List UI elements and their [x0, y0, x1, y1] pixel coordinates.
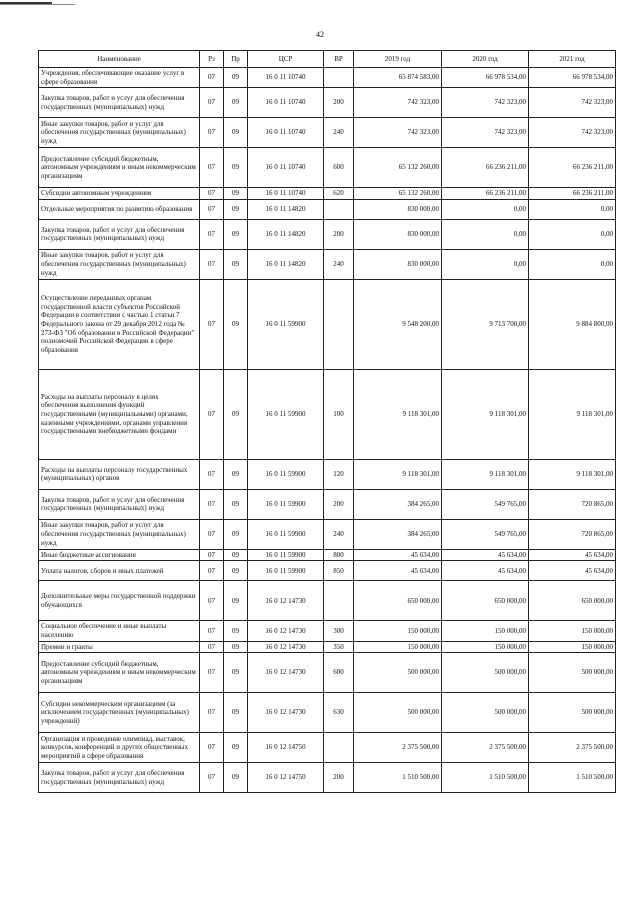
- cell-name: Иные закупки товаров, работ и услуг для обеспечения государственных (муниципальных) нужд: [39, 249, 200, 279]
- cell-y2021: 742 323,00: [529, 118, 616, 148]
- cell-name: Осуществление переданных органам государственной власти субъектов Российской Федерации в соответствии с частью 1 статьи 7 Федерального закона от 29 декабря 2012 года № 273-ФЗ "Об образовании в Российской Федерации" полномочий Российской Федерации в сфере образования: [39, 279, 200, 369]
- cell-rz: 07: [200, 68, 224, 88]
- table-row: [39, 118, 616, 148]
- table-row: [39, 68, 616, 88]
- cell-name: Организация и проведение олимпиад, выставок, конкурсов, конференций и других общественных мероприятий в сфере образования: [39, 733, 200, 763]
- budget-table: [38, 50, 616, 793]
- cell-y2021: 0,00: [529, 199, 616, 219]
- cell-y2019: 65 132 260,00: [354, 188, 442, 200]
- table-row: [39, 148, 616, 188]
- cell-y2019: 742 323,00: [354, 118, 442, 148]
- cell-name: Предоставление субсидий бюджетным, автономным учреждениям и иным некоммерческим организациям: [39, 653, 200, 693]
- cell-pr: 09: [224, 763, 248, 793]
- cell-pr: 09: [224, 88, 248, 118]
- cell-pr: 09: [224, 459, 248, 489]
- cell-rz: 07: [200, 581, 224, 621]
- cell-y2020: 9 713 700,00: [442, 279, 529, 369]
- cell-y2021: 742 323,00: [529, 88, 616, 118]
- cell-y2021: 45 634,00: [529, 549, 616, 561]
- cell-name: Дополнительные меры государственной поддержки обучающихся: [39, 581, 200, 621]
- cell-y2019: 9 118 301,00: [354, 459, 442, 489]
- cell-y2019: 1 510 500,00: [354, 763, 442, 793]
- cell-rz: 07: [200, 733, 224, 763]
- table-header-row: [39, 51, 616, 68]
- cell-csr: 16 0 12 14750: [248, 763, 324, 793]
- cell-vr: 350: [324, 641, 354, 653]
- cell-csr: 16 0 11 59900: [248, 369, 324, 459]
- cell-y2019: 650 000,00: [354, 581, 442, 621]
- cell-rz: 07: [200, 369, 224, 459]
- cell-name: Социальное обеспечение и иные выплаты населению: [39, 621, 200, 641]
- cell-vr: [324, 68, 354, 88]
- cell-name: Закупка товаров, работ и услуг для обеспечения государственных (муниципальных) нужд: [39, 763, 200, 793]
- cell-y2021: 500 000,00: [529, 653, 616, 693]
- cell-name: Субсидии автономным учреждениям: [39, 188, 200, 200]
- table-row: [39, 279, 616, 369]
- cell-csr: 16 0 11 10740: [248, 88, 324, 118]
- header-rz: Рз: [200, 51, 224, 68]
- cell-name: Расходы на выплаты персоналу государственных (муниципальных) органов: [39, 459, 200, 489]
- cell-y2020: 742 323,00: [442, 118, 529, 148]
- cell-y2021: 650 000,00: [529, 581, 616, 621]
- cell-rz: 07: [200, 763, 224, 793]
- cell-csr: 16 0 12 14730: [248, 653, 324, 693]
- cell-vr: 240: [324, 249, 354, 279]
- table-row: [39, 621, 616, 641]
- cell-csr: 16 0 11 59900: [248, 459, 324, 489]
- cell-y2021: 45 634,00: [529, 561, 616, 581]
- table-row: [39, 581, 616, 621]
- cell-y2019: 9 118 301,00: [354, 369, 442, 459]
- cell-name: Премии и гранты: [39, 641, 200, 653]
- cell-csr: 16 0 12 14730: [248, 641, 324, 653]
- table-row: [39, 549, 616, 561]
- cell-pr: 09: [224, 219, 248, 249]
- cell-vr: 300: [324, 621, 354, 641]
- page-number: 42: [316, 30, 324, 39]
- cell-name: Иные закупки товаров, работ и услуг для обеспечения государственных (муниципальных) нужд: [39, 519, 200, 549]
- cell-y2020: 500 000,00: [442, 693, 529, 733]
- cell-y2020: 45 634,00: [442, 561, 529, 581]
- cell-csr: 16 0 11 59900: [248, 549, 324, 561]
- cell-pr: 09: [224, 653, 248, 693]
- cell-y2020: 549 765,00: [442, 489, 529, 519]
- cell-rz: 07: [200, 188, 224, 200]
- cell-y2021: 2 375 500,00: [529, 733, 616, 763]
- cell-pr: 09: [224, 489, 248, 519]
- cell-pr: 09: [224, 549, 248, 561]
- cell-y2020: 0,00: [442, 249, 529, 279]
- header-pr: Пр: [224, 51, 248, 68]
- cell-csr: 16 0 11 14820: [248, 249, 324, 279]
- header-vr: ВР: [324, 51, 354, 68]
- cell-csr: 16 0 12 14730: [248, 693, 324, 733]
- cell-y2019: 65 874 583,00: [354, 68, 442, 88]
- cell-y2020: 0,00: [442, 219, 529, 249]
- cell-name: Уплата налогов, сборов и иных платежей: [39, 561, 200, 581]
- cell-y2020: 650 000,00: [442, 581, 529, 621]
- cell-y2020: 9 118 301,00: [442, 369, 529, 459]
- cell-rz: 07: [200, 653, 224, 693]
- cell-pr: 09: [224, 68, 248, 88]
- cell-y2021: 150 000,00: [529, 621, 616, 641]
- cell-rz: 07: [200, 148, 224, 188]
- cell-rz: 07: [200, 549, 224, 561]
- table-row: [39, 733, 616, 763]
- header-csr: ЦСР: [248, 51, 324, 68]
- cell-vr: 600: [324, 148, 354, 188]
- cell-y2019: 150 000,00: [354, 641, 442, 653]
- cell-csr: 16 0 11 59900: [248, 279, 324, 369]
- table-row: [39, 199, 616, 219]
- cell-rz: 07: [200, 459, 224, 489]
- cell-y2020: 742 323,00: [442, 88, 529, 118]
- cell-vr: 630: [324, 693, 354, 733]
- cell-name: Закупка товаров, работ и услуг для обеспечения государственных (муниципальных) нужд: [39, 219, 200, 249]
- table-row: [39, 641, 616, 653]
- cell-vr: 600: [324, 653, 354, 693]
- cell-y2019: 45 634,00: [354, 561, 442, 581]
- cell-vr: 800: [324, 549, 354, 561]
- cell-vr: [324, 733, 354, 763]
- table-row: [39, 188, 616, 200]
- table-row: [39, 249, 616, 279]
- cell-y2020: 549 765,00: [442, 519, 529, 549]
- table-row: [39, 653, 616, 693]
- cell-vr: 240: [324, 118, 354, 148]
- table-row: [39, 369, 616, 459]
- cell-y2020: 500 000,00: [442, 653, 529, 693]
- cell-pr: 09: [224, 188, 248, 200]
- cell-pr: 09: [224, 148, 248, 188]
- table-body: [39, 68, 616, 793]
- cell-name: Отдельные мероприятия по развитию образования: [39, 199, 200, 219]
- header-2020: 2020 год: [442, 51, 529, 68]
- cell-y2019: 9 548 200,00: [354, 279, 442, 369]
- cell-csr: 16 0 12 14750: [248, 733, 324, 763]
- cell-name: Учреждения, обеспечивающие оказание услуг в сфере образования: [39, 68, 200, 88]
- cell-rz: 07: [200, 561, 224, 581]
- cell-rz: 07: [200, 621, 224, 641]
- cell-vr: 850: [324, 561, 354, 581]
- cell-y2019: 500 000,00: [354, 653, 442, 693]
- cell-vr: 100: [324, 369, 354, 459]
- cell-name: Расходы на выплаты персоналу в целях обеспечения выполнения функций государственными (муниципальными) органами, казенными учреждениями, органами управления государственными внебюджетными фондами: [39, 369, 200, 459]
- cell-rz: 07: [200, 88, 224, 118]
- table-row: [39, 88, 616, 118]
- cell-vr: [324, 279, 354, 369]
- cell-y2019: 830 000,00: [354, 249, 442, 279]
- cell-name: Иные закупки товаров, работ и услуг для обеспечения государственных (муниципальных) нужд: [39, 118, 200, 148]
- cell-y2020: 2 375 500,00: [442, 733, 529, 763]
- cell-rz: 07: [200, 693, 224, 733]
- cell-rz: 07: [200, 279, 224, 369]
- cell-y2019: 830 000,00: [354, 219, 442, 249]
- cell-y2019: 65 132 260,00: [354, 148, 442, 188]
- cell-pr: 09: [224, 693, 248, 733]
- cell-y2021: 66 236 211,00: [529, 148, 616, 188]
- header-name: Наименование: [39, 51, 200, 68]
- cell-name: Закупка товаров, работ и услуг для обеспечения государственных (муниципальных) нужд: [39, 88, 200, 118]
- cell-y2019: 500 000,00: [354, 693, 442, 733]
- cell-y2021: 9 118 301,00: [529, 459, 616, 489]
- cell-y2020: 66 236 211,00: [442, 148, 529, 188]
- table-row: [39, 489, 616, 519]
- cell-y2021: 150 000,00: [529, 641, 616, 653]
- cell-y2020: 45 634,00: [442, 549, 529, 561]
- cell-y2021: 0,00: [529, 249, 616, 279]
- cell-y2019: 150 000,00: [354, 621, 442, 641]
- cell-pr: 09: [224, 641, 248, 653]
- cell-vr: 200: [324, 489, 354, 519]
- cell-csr: 16 0 11 59900: [248, 561, 324, 581]
- cell-vr: 240: [324, 519, 354, 549]
- cell-y2020: 66 236 211,00: [442, 188, 529, 200]
- cell-csr: 16 0 11 59900: [248, 519, 324, 549]
- cell-vr: 200: [324, 219, 354, 249]
- cell-y2020: 66 978 534,00: [442, 68, 529, 88]
- cell-csr: 16 0 11 10740: [248, 118, 324, 148]
- cell-pr: 09: [224, 733, 248, 763]
- cell-vr: 200: [324, 88, 354, 118]
- cell-csr: 16 0 11 10740: [248, 68, 324, 88]
- cell-csr: 16 0 12 14730: [248, 581, 324, 621]
- cell-pr: 09: [224, 621, 248, 641]
- table-row: [39, 519, 616, 549]
- cell-vr: 620: [324, 188, 354, 200]
- cell-pr: 09: [224, 369, 248, 459]
- cell-pr: 09: [224, 279, 248, 369]
- cell-name: Субсидии некоммерческим организациям (за исключением государственных (муниципальных) учреждений): [39, 693, 200, 733]
- cell-name: Закупка товаров, работ и услуг для обеспечения государственных (муниципальных) нужд: [39, 489, 200, 519]
- table-row: [39, 693, 616, 733]
- cell-rz: 07: [200, 199, 224, 219]
- header-2019: 2019 год: [354, 51, 442, 68]
- cell-rz: 07: [200, 489, 224, 519]
- cell-vr: 200: [324, 763, 354, 793]
- cell-csr: 16 0 11 14820: [248, 199, 324, 219]
- cell-rz: 07: [200, 249, 224, 279]
- cell-y2021: 720 865,00: [529, 489, 616, 519]
- cell-csr: 16 0 11 10740: [248, 188, 324, 200]
- cell-y2019: 742 323,00: [354, 88, 442, 118]
- cell-vr: [324, 199, 354, 219]
- cell-csr: 16 0 11 10740: [248, 148, 324, 188]
- table-row: [39, 561, 616, 581]
- table-row: [39, 219, 616, 249]
- cell-y2020: 150 000,00: [442, 621, 529, 641]
- cell-y2019: 830 000,00: [354, 199, 442, 219]
- cell-csr: 16 0 11 59900: [248, 489, 324, 519]
- cell-y2020: 0,00: [442, 199, 529, 219]
- cell-y2021: 66 236 211,00: [529, 188, 616, 200]
- table-row: [39, 763, 616, 793]
- cell-pr: 09: [224, 561, 248, 581]
- cell-rz: 07: [200, 519, 224, 549]
- cell-y2021: 9 884 800,00: [529, 279, 616, 369]
- cell-y2021: 500 000,00: [529, 693, 616, 733]
- cell-y2021: 0,00: [529, 219, 616, 249]
- cell-pr: 09: [224, 519, 248, 549]
- cell-y2019: 2 375 500,00: [354, 733, 442, 763]
- cell-y2019: 384 265,00: [354, 519, 442, 549]
- cell-vr: [324, 581, 354, 621]
- header-rule-thin: [0, 4, 75, 5]
- cell-y2021: 66 978 534,00: [529, 68, 616, 88]
- cell-y2021: 1 510 500,00: [529, 763, 616, 793]
- cell-y2020: 9 118 301,00: [442, 459, 529, 489]
- cell-pr: 09: [224, 581, 248, 621]
- cell-csr: 16 0 11 14820: [248, 219, 324, 249]
- header-2021: 2021 год: [529, 51, 616, 68]
- cell-y2019: 384 265,00: [354, 489, 442, 519]
- cell-name: Иные бюджетные ассигнования: [39, 549, 200, 561]
- cell-rz: 07: [200, 641, 224, 653]
- cell-y2020: 150 000,00: [442, 641, 529, 653]
- cell-pr: 09: [224, 249, 248, 279]
- cell-y2021: 720 865,00: [529, 519, 616, 549]
- cell-pr: 09: [224, 118, 248, 148]
- cell-rz: 07: [200, 118, 224, 148]
- cell-csr: 16 0 12 14730: [248, 621, 324, 641]
- cell-rz: 07: [200, 219, 224, 249]
- cell-y2020: 1 510 500,00: [442, 763, 529, 793]
- cell-pr: 09: [224, 199, 248, 219]
- cell-name: Предоставление субсидий бюджетным, автономным учреждениям и иным некоммерческим организациям: [39, 148, 200, 188]
- table-row: [39, 459, 616, 489]
- cell-y2019: 45 634,00: [354, 549, 442, 561]
- cell-y2021: 9 118 301,00: [529, 369, 616, 459]
- cell-vr: 120: [324, 459, 354, 489]
